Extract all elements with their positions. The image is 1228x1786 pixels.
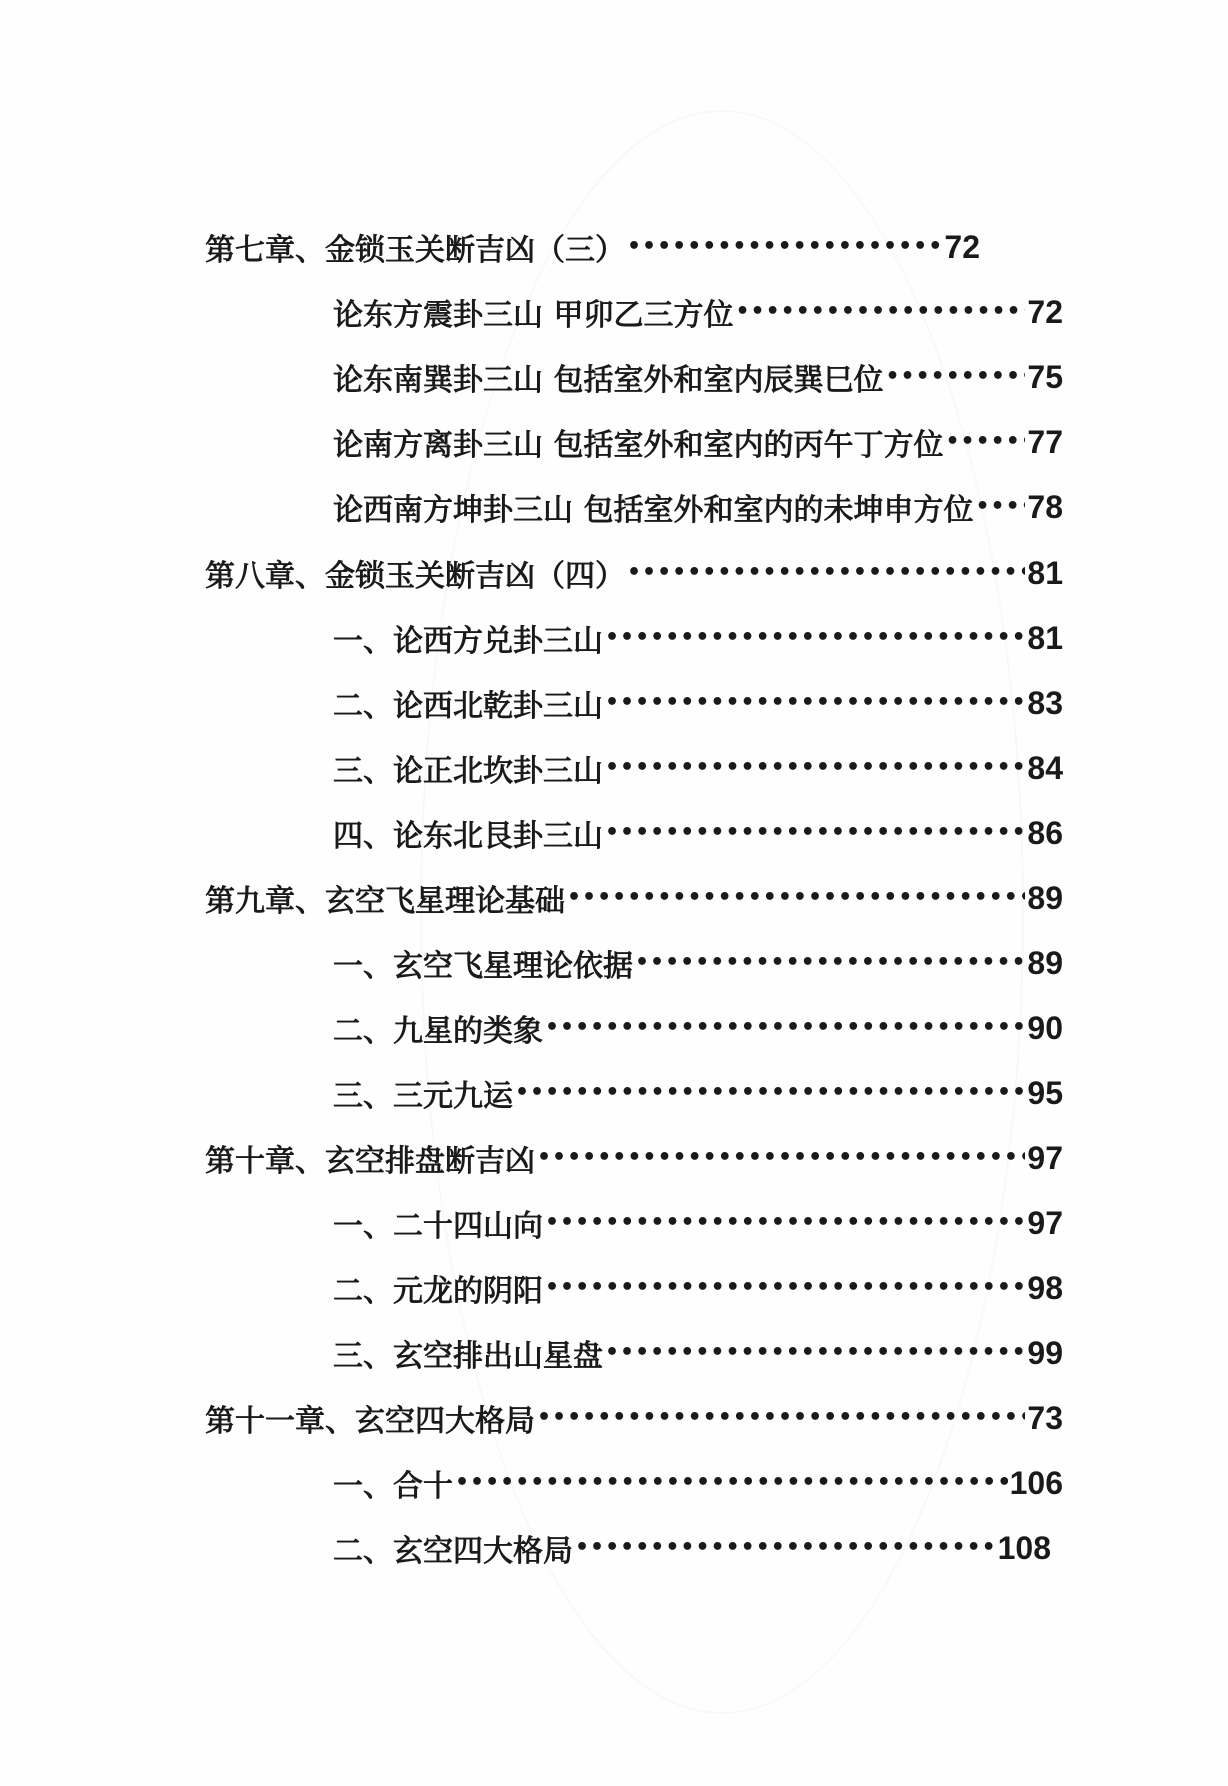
toc-title: 四、论东北艮卦三山 xyxy=(333,819,603,854)
toc-entry[interactable] xyxy=(333,618,1063,658)
toc-page-number: 95 xyxy=(1027,1074,1063,1111)
toc-title: 论西南方坤卦三山 包括室外和室内的未坤申方位 xyxy=(333,493,974,528)
dot-leader xyxy=(537,1398,1025,1438)
toc-entry[interactable] xyxy=(205,553,1063,593)
dot-leader xyxy=(515,1073,1025,1113)
toc-title: 第十一章、玄空四大格局 xyxy=(205,1404,535,1439)
toc-page-number: 75 xyxy=(1027,358,1063,395)
dot-leader xyxy=(605,813,1025,853)
toc-title: 一、玄空飞星理论依据 xyxy=(333,949,633,984)
toc-title: 二、玄空四大格局 xyxy=(333,1534,573,1569)
toc-entry[interactable] xyxy=(333,1203,1063,1243)
toc-page-number: 108 xyxy=(997,1529,1051,1566)
dot-leader xyxy=(605,618,1025,658)
toc-title: 第九章、玄空飞星理论基础 xyxy=(205,884,565,919)
toc-page-number: 81 xyxy=(1027,619,1063,656)
toc-entry[interactable] xyxy=(333,748,1063,788)
toc-page-number: 86 xyxy=(1027,814,1063,851)
toc-title: 三、论正北坎卦三山 xyxy=(333,754,603,789)
dot-leader xyxy=(575,1528,996,1568)
dot-leader xyxy=(605,748,1025,788)
dot-leader xyxy=(545,1008,1025,1048)
toc-page-number: 98 xyxy=(1027,1269,1063,1306)
toc-page-number: 72 xyxy=(944,228,980,265)
toc-page-number: 72 xyxy=(1027,293,1063,330)
dot-leader xyxy=(537,1138,1025,1178)
toc-page-number: 97 xyxy=(1027,1139,1063,1176)
toc-title: 二、元龙的阴阳 xyxy=(333,1274,543,1309)
toc-entry[interactable] xyxy=(333,1073,1063,1113)
toc-title: 论东南巽卦三山 包括室外和室内辰巽巳位 xyxy=(333,363,884,398)
dot-leader xyxy=(735,292,1025,332)
toc-entry[interactable] xyxy=(333,813,1063,853)
toc-entry[interactable] xyxy=(333,1268,1063,1308)
toc-title: 一、二十四山向 xyxy=(333,1209,543,1244)
toc-entry[interactable] xyxy=(333,1333,1063,1373)
toc-page-number: 84 xyxy=(1027,749,1063,786)
toc-page-number: 106 xyxy=(1009,1464,1063,1501)
toc-entry[interactable] xyxy=(333,1463,1063,1503)
toc-entry[interactable] xyxy=(333,357,1063,397)
toc-title: 三、三元九运 xyxy=(333,1079,513,1114)
dot-leader xyxy=(945,422,1025,462)
dot-leader xyxy=(545,1203,1025,1243)
toc-title: 三、玄空排出山星盘 xyxy=(333,1339,603,1374)
toc-entry[interactable] xyxy=(333,683,1063,723)
toc-title: 一、论西方兑卦三山 xyxy=(333,624,603,659)
dot-leader xyxy=(885,357,1025,397)
toc-title: 二、九星的类象 xyxy=(333,1014,543,1049)
toc-title: 论南方离卦三山 包括室外和室内的丙午丁方位 xyxy=(333,428,944,463)
toc-title: 二、论西北乾卦三山 xyxy=(333,689,603,724)
toc-entry[interactable] xyxy=(333,1528,1051,1568)
dot-leader xyxy=(545,1268,1025,1308)
toc-title: 第八章、金锁玉关断吉凶（四） xyxy=(205,559,625,594)
toc-entry[interactable] xyxy=(205,878,1063,918)
dot-leader xyxy=(455,1463,1008,1503)
toc-page-number: 73 xyxy=(1027,1399,1063,1436)
toc-entry[interactable] xyxy=(333,292,1063,332)
toc-page-number: 83 xyxy=(1027,684,1063,721)
toc-page-number: 90 xyxy=(1027,1009,1063,1046)
toc-page-number: 99 xyxy=(1027,1334,1063,1371)
dot-leader xyxy=(635,943,1025,983)
toc-entry[interactable] xyxy=(333,487,1063,527)
toc-entry[interactable] xyxy=(333,943,1063,983)
toc-entry[interactable] xyxy=(205,227,980,267)
dot-leader xyxy=(605,683,1025,723)
toc-page-number: 78 xyxy=(1027,488,1063,525)
toc-title: 第十章、玄空排盘断吉凶 xyxy=(205,1144,535,1179)
dot-leader xyxy=(627,227,942,267)
toc-entry[interactable] xyxy=(333,422,1063,462)
toc-title: 论东方震卦三山 甲卯乙三方位 xyxy=(333,298,734,333)
toc-entry[interactable] xyxy=(205,1138,1063,1178)
toc-page-number: 89 xyxy=(1027,879,1063,916)
toc-title: 第七章、金锁玉关断吉凶（三） xyxy=(205,233,625,268)
toc-page-number: 89 xyxy=(1027,944,1063,981)
dot-leader xyxy=(567,878,1025,918)
toc-page-number: 81 xyxy=(1027,554,1063,591)
toc-entry[interactable] xyxy=(205,1398,1063,1438)
toc-entry[interactable] xyxy=(333,1008,1063,1048)
dot-leader xyxy=(975,487,1025,527)
dot-leader xyxy=(605,1333,1025,1373)
toc-title: 一、合十 xyxy=(333,1469,453,1504)
dot-leader xyxy=(627,553,1025,593)
toc-page-number: 77 xyxy=(1027,423,1063,460)
toc-page-number: 97 xyxy=(1027,1204,1063,1241)
